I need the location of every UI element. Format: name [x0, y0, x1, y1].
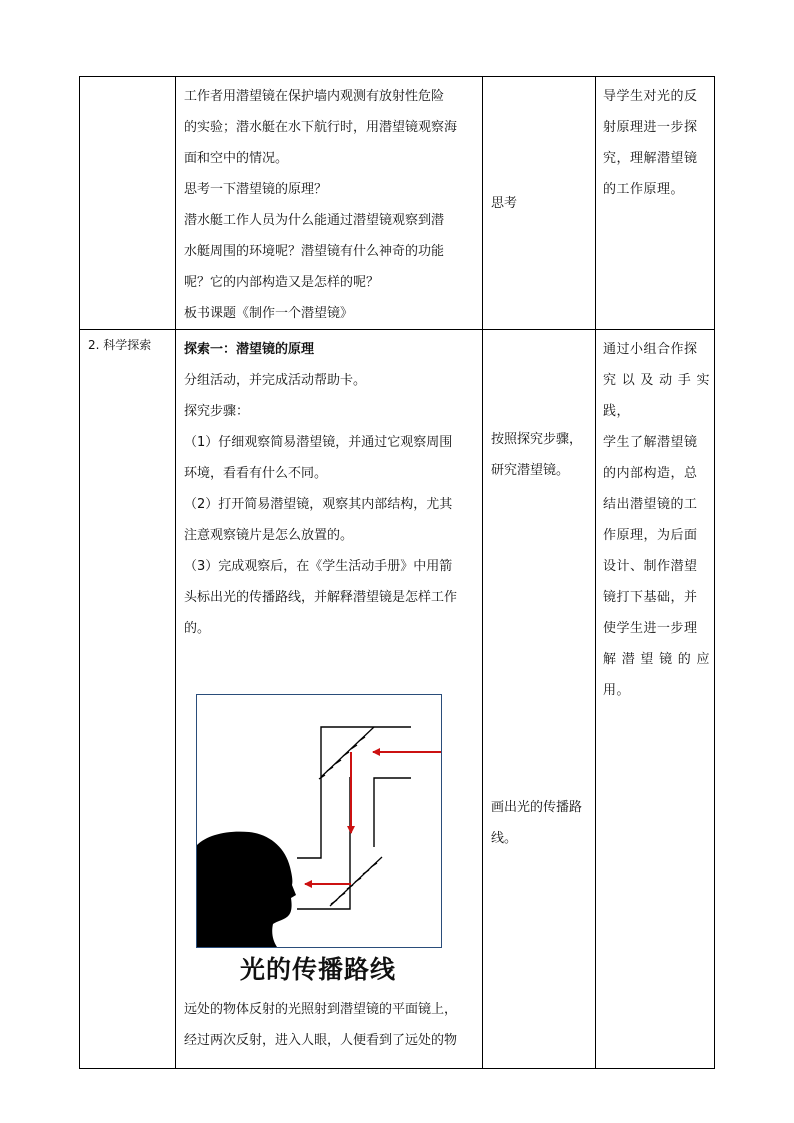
text-line: 使学生进一步理 — [603, 621, 698, 636]
text-line: 呢？它的内部构造又是怎样的呢？ — [184, 275, 380, 290]
text-line: 镜打下基础，并 — [603, 590, 698, 605]
text-line: 设计、制作潜望 — [603, 559, 698, 574]
bottom-mirror — [330, 857, 382, 906]
lesson-plan-table — [79, 76, 715, 1069]
text-line: 通过小组合作探 — [603, 342, 698, 357]
text-line: 头标出光的传播路线，并解释潜望镜是怎样工作 — [184, 590, 458, 605]
step-cell — [80, 330, 176, 1069]
text-line: 线。 — [491, 831, 518, 846]
student-activity-cell — [483, 330, 596, 1069]
text-line: 按照探究步骤， — [491, 432, 583, 447]
text-line: 射原理进一步探 — [603, 120, 698, 135]
text-line: （3）完成观察后，在《学生活动手册》中用箭 — [184, 559, 453, 574]
text-line: 学生了解潜望镜 — [603, 435, 698, 450]
text-line: 经过两次反射，进入人眼，人便看到了远处的物 — [184, 1033, 458, 1048]
text-line: 的内部构造，总 — [603, 466, 698, 481]
text-line: 究，理解潜望镜 — [603, 151, 698, 166]
text-line: 研究潜望镜。 — [491, 463, 570, 478]
tube-inner-wall — [374, 778, 411, 847]
student-activity-text — [483, 424, 595, 486]
text-line: 探究步骤： — [184, 404, 250, 419]
student-activity-text — [483, 792, 595, 854]
light-path — [305, 752, 441, 884]
content-cell — [176, 77, 483, 330]
text-line: 究以及动手实践， — [603, 373, 710, 419]
text-line: 结出潜望镜的工 — [603, 497, 698, 512]
text-line: 远处的物体反射的光照射到潜望镜的平面镜上， — [184, 1002, 458, 1017]
text-line: 的工作原理。 — [603, 182, 685, 197]
text-line: 的。 — [184, 621, 211, 636]
table-row-explore — [80, 330, 715, 1069]
table-row-intro — [80, 77, 715, 330]
section-heading: 探索一：潜望镜的原理 — [184, 342, 315, 357]
top-mirror — [319, 727, 374, 779]
text-line: 解潜望镜的应用。 — [603, 652, 710, 698]
text-line: 作原理，为后面 — [603, 528, 698, 543]
content-cell — [176, 330, 483, 1069]
step-cell-empty — [80, 77, 176, 330]
text-line: 画出光的传播路 — [491, 800, 583, 815]
figure-caption: 光的传播路线 — [239, 955, 396, 984]
text-line: 注意观察镜片是怎么放置的。 — [184, 528, 354, 543]
content-text — [176, 77, 482, 329]
student-activity-text: 思考 — [491, 195, 518, 211]
text-line: （1）仔细观察简易潜望镜，并通过它观察周围 — [184, 435, 453, 450]
text-line: 潜水艇工作人员为什么能通过潜望镜观察到潜 — [184, 213, 445, 228]
student-activity-cell — [483, 77, 596, 330]
text-line: （2）打开简易潜望镜，观察其内部结构，尤其 — [184, 497, 453, 512]
text-line: 分组活动，并完成活动帮助卡。 — [184, 373, 367, 388]
design-intent-text — [596, 77, 714, 205]
text-line: 板书课题《制作一个潜望镜》 — [184, 306, 354, 321]
text-line: 工作者用潜望镜在保护墙内观测有放射性危险 — [184, 89, 445, 104]
design-intent-cell — [596, 330, 715, 1069]
text-line: 思考一下潜望镜的原理？ — [184, 182, 328, 197]
periscope-tube — [297, 727, 411, 909]
design-intent-cell — [596, 77, 715, 330]
content-text-continued — [176, 990, 482, 1056]
design-intent-text — [596, 330, 714, 706]
text-line: 面和空中的情况。 — [184, 151, 289, 166]
step-label: 2. 科学探索 — [88, 338, 152, 352]
periscope-figure — [196, 694, 442, 990]
girl-silhouette — [197, 832, 296, 947]
text-line: 导学生对光的反 — [603, 89, 698, 104]
periscope-diagram-frame — [196, 694, 442, 948]
content-text — [176, 330, 482, 644]
text-line: 环境，看看有什么不同。 — [184, 466, 328, 481]
text-line: 水艇周围的环境呢？潜望镜有什么神奇的功能 — [184, 244, 445, 259]
text-line: 的实验；潜水艇在水下航行时，用潜望镜观察海 — [184, 120, 458, 135]
periscope-diagram — [197, 695, 441, 947]
tube-lower-wall — [297, 777, 350, 909]
